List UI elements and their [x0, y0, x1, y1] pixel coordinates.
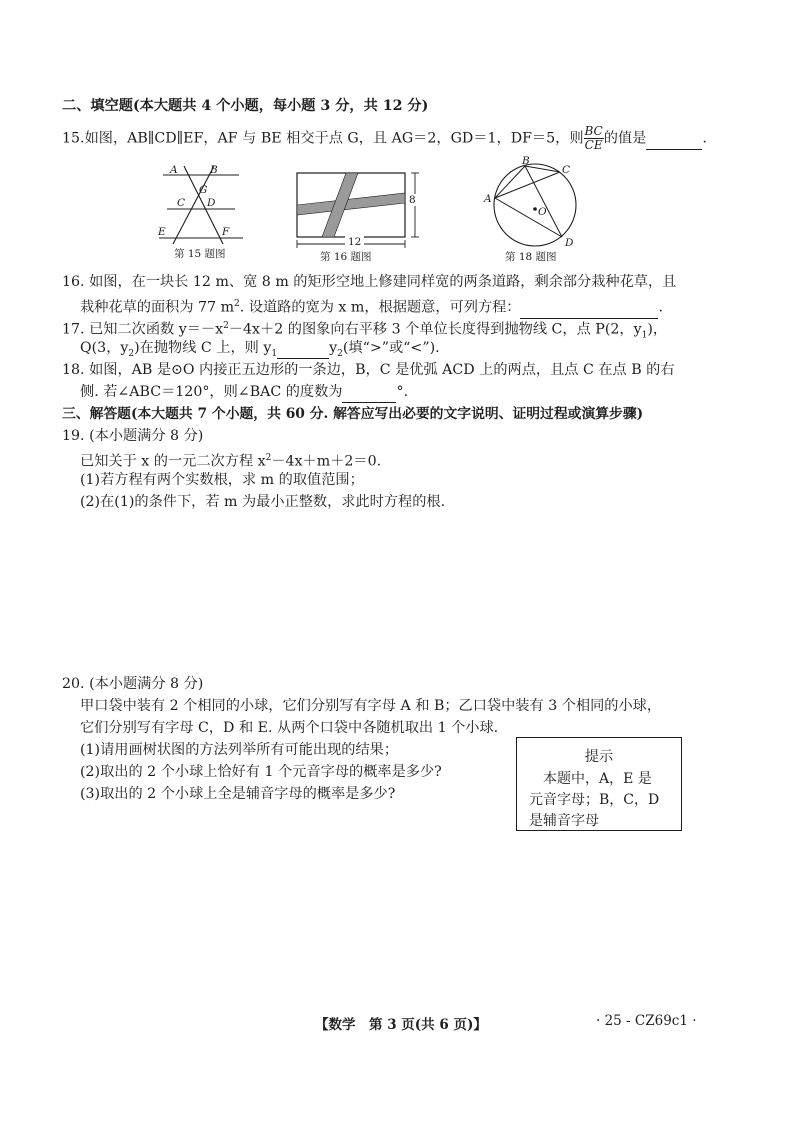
hint-body [529, 769, 679, 832]
q16-end: . [658, 299, 663, 316]
fig15-label-c: C [177, 197, 186, 209]
q17-text-g: (填“>”或“<”). [342, 340, 440, 356]
q15-text-b: 的值是 [603, 130, 647, 147]
fig18-label-b: B [522, 155, 530, 167]
hint-line-2: 元音字母；B，C，D [529, 792, 660, 808]
question-19-line-1 [80, 448, 381, 472]
question-20-part-3: (3)取出的 2 个小球上全是辅音字母的概率是多少? [80, 786, 396, 802]
q15-frac-den: CE [584, 138, 603, 152]
hint-box [516, 737, 682, 831]
q17-text-a: 17. 已知二次函数 y＝－x [62, 321, 224, 338]
question-20-part-2: (2)取出的 2 个小球上恰好有 1 个元音字母的概率是多少? [80, 764, 442, 780]
figure-18 [480, 155, 590, 255]
q18-text-a: 侧. 若∠ABC＝120°，则∠BAC 的度数为 [80, 384, 343, 400]
q17-text-c: )， [647, 321, 668, 338]
q15-fraction [584, 125, 604, 152]
question-19-part-1: (1)若方程有两个实数根，求 m 的取值范围； [80, 472, 364, 488]
q17-text-e: )在抛物线 C 上，则 y [134, 340, 272, 356]
fig16-caption: 第 16 题图 [320, 251, 372, 263]
fig16-width-label: 12 [345, 236, 364, 248]
q16-sup: 2 [234, 299, 240, 309]
q15-answer-blank[interactable] [646, 129, 702, 150]
q16-text-a: 栽种花草的面积为 77 m [80, 299, 235, 316]
exam-code: · 25 - CZ69c1 · [596, 1013, 697, 1029]
question-18-line-2 [80, 382, 408, 403]
fig15-label-f: F [222, 226, 230, 238]
question-15: 15.如图，AB∥CD∥EF，AF 与 BE 相交于点 G，且 AG＝2，GD＝1，DF＝5，则 $\frac{BC}{CE}$ 的值是 . [62, 124, 707, 152]
fig15-label-g: G [199, 184, 208, 196]
q17-sub-4: 2 [337, 348, 343, 359]
q17-text-d: Q(3，y [80, 340, 129, 356]
question-20-part-1: (1)请用画树状图的方法列举所有可能出现的结果； [80, 742, 399, 758]
fig15-label-e: E [158, 226, 166, 238]
q15-frac-num: BC [584, 124, 603, 138]
question-18-line-1: 18. 如图，AB 是⊙O 内接正五边形的一条边，B，C 是优弧 ACD 上的两点，且点 C 在点 B 的右 [62, 362, 675, 378]
fig15-caption: 第 15 题图 [174, 248, 226, 260]
q17-text-f: y [329, 340, 338, 356]
fig18-label-o: O [538, 206, 547, 218]
q18-text-b: °. [396, 384, 409, 400]
q17-text-b: －4x＋2 的图象向右平移 3 个单位长度得到抛物线 C，点 P(2，y [228, 321, 642, 338]
fig18-label-c: C [562, 164, 571, 176]
page-number-label: 【数学 第 3 页(共 6 页)】 [315, 1017, 487, 1033]
q16-text-b: . 设道路的宽为 x m，根据题意，可列方程： [239, 299, 521, 316]
question-20-line-1: 甲口袋中装有 2 个相同的小球，它们分别写有字母 A 和 B；乙口袋中装有 3 个相同的小球， [80, 698, 662, 714]
fig18-caption: 第 18 题图 [505, 251, 557, 263]
fig18-label-d: D [565, 237, 574, 249]
q19-text-a: 已知关于 x 的一元二次方程 x [80, 453, 266, 470]
section-2-heading: 二、填空题(本大题共 4 个小题，每小题 3 分，共 12 分) [62, 98, 429, 114]
fig18-label-a: A [484, 193, 492, 205]
hint-title: 提示 [584, 749, 614, 765]
q19-sup: 2 [265, 453, 272, 463]
q19-text-b: －4x＋m＋2＝0. [271, 453, 382, 470]
q17-sup: 2 [223, 321, 229, 331]
hint-line-1: 本题中，A，E 是 [543, 771, 652, 787]
hint-line-3: 是辅音字母 [529, 813, 599, 829]
fig15-label-b: B [210, 164, 218, 176]
question-19-header: 19. (本小题满分 8 分) [62, 428, 204, 444]
q17-answer-blank[interactable] [277, 338, 329, 359]
q17-sub-2: 2 [128, 348, 135, 359]
fig15-label-a: A [170, 164, 178, 176]
question-20-header: 20. (本小题满分 8 分) [62, 676, 204, 692]
q17-sub-3: 1 [271, 348, 278, 359]
question-19-part-2: (2)在(1)的条件下，若 m 为最小正整数，求此时方程的根. [80, 494, 446, 510]
q18-answer-blank[interactable] [342, 382, 396, 403]
q15-text-a: 15. [62, 130, 85, 147]
fig16-height-label: 8 [409, 194, 416, 206]
question-16-line-1: 16. 如图，在一块长 12 m、宽 8 m 的矩形空地上修建同样宽的两条道路，剩余部分栽种花草，且 [62, 274, 677, 290]
q15-body: 如图，AB∥CD∥EF，AF 与 BE 相交于点 G，且 AG＝2，GD＝1，DF＝5，则 [84, 130, 584, 147]
q17-sub-1: 1 [641, 330, 648, 341]
fig15-label-d: D [207, 197, 216, 209]
question-20-line-2: 它们分别写有字母 C，D 和 E. 从两个口袋中各随机取出 1 个小球. [80, 720, 499, 736]
section-3-heading: 三、解答题(本大题共 7 个小题，共 60 分. 解答应写出必要的文字说明、证明过程或演算步骤) [62, 406, 644, 422]
